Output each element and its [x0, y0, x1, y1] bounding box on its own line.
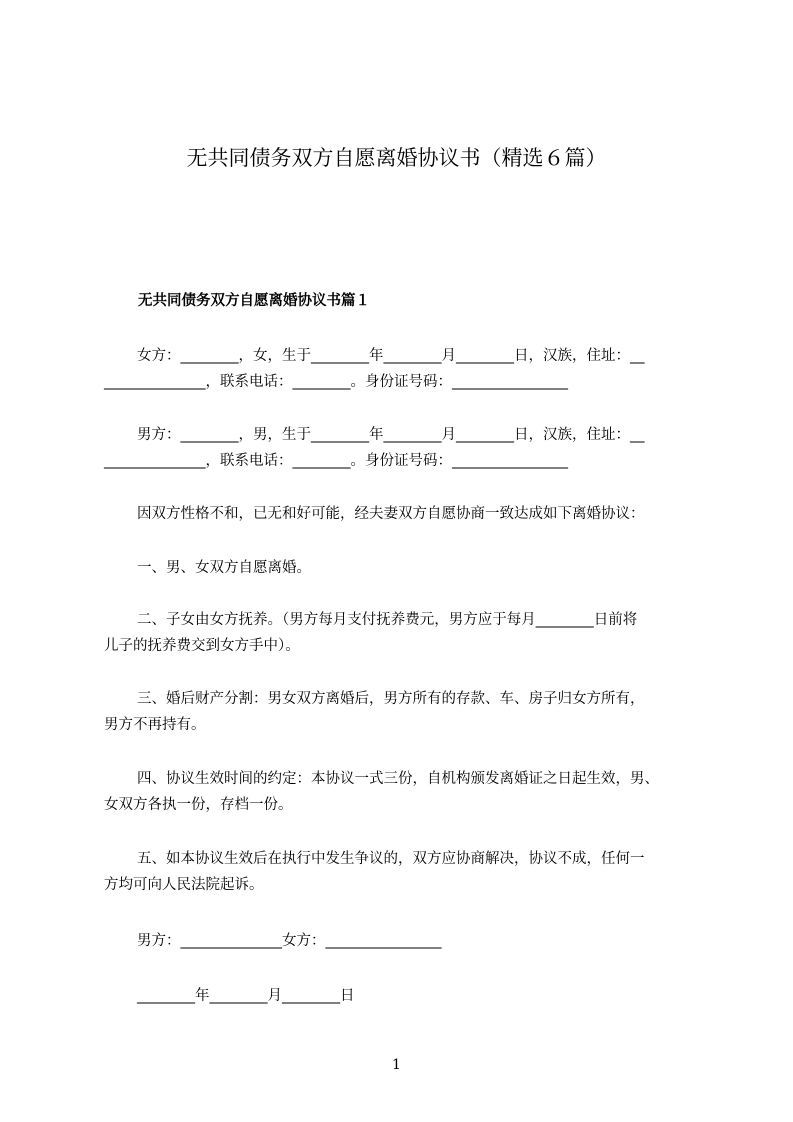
paragraph-line: 儿子的抚养费交到女方手中）。	[104, 638, 300, 654]
paragraph-line: ______________，联系电话：________。身份证号码：________________	[104, 453, 568, 469]
section-heading: 无共同债务双方自愿离婚协议书篇１	[138, 293, 370, 309]
paragraph-line: 四、协议生效时间的约定：本协议一式三份，自机构颁发离婚证之日起生效，男、	[137, 771, 659, 787]
paragraph-line: 女方：________，女，生于________年________月________日，汉族，住址：__	[137, 348, 645, 364]
paragraph-line: 二、子女由女方抚养。（男方每月支付抚养费元，男方应于每月________日前将	[137, 612, 638, 628]
paragraph-date-line	[104, 983, 704, 1009]
paragraph-preamble	[104, 501, 704, 527]
paragraph-line: 三、婚后财产分割：男女双方离婚后，男方所有的存款、车、房子归女方所有，	[137, 691, 645, 707]
paragraph-signature-line	[104, 928, 704, 954]
paragraph-female-party-info	[104, 343, 704, 395]
paragraph-line: 一、男、女双方自愿离婚。	[137, 560, 311, 576]
paragraph-line: 男方：________，男，生于________年________月________日，汉族，住址：__	[137, 427, 645, 443]
paragraph-clause-5	[104, 846, 704, 898]
paragraph-clause-4	[104, 766, 704, 818]
paragraph-line: 男方：______________女方：________________	[137, 933, 442, 949]
page-number: 1	[392, 1057, 401, 1073]
paragraph-line: 女双方各执一份，存档一份。	[104, 797, 293, 813]
document-title: 无共同债务双方自愿离婚协议书（精选６篇）	[186, 146, 607, 170]
paragraph-line: ________年________月________日	[137, 988, 355, 1004]
paragraph-line: 因双方性格不和，已无和好可能，经夫妻双方自愿协商一致达成如下离婚协议：	[137, 506, 645, 522]
paragraph-clause-2	[104, 607, 704, 659]
paragraph-line: ______________，联系电话：________。身份证号码：________________	[104, 374, 568, 390]
paragraph-clause-3	[104, 686, 704, 738]
paragraph-clause-1	[104, 555, 704, 581]
paragraph-line: 男方不再持有。	[104, 717, 206, 733]
paragraph-male-party-info	[104, 422, 704, 474]
paragraph-line: 五、如本协议生效后在执行中发生争议的，双方应协商解决，协议不成，任何一	[137, 851, 645, 867]
paragraph-line: 方均可向人民法院起诉。	[104, 877, 264, 893]
